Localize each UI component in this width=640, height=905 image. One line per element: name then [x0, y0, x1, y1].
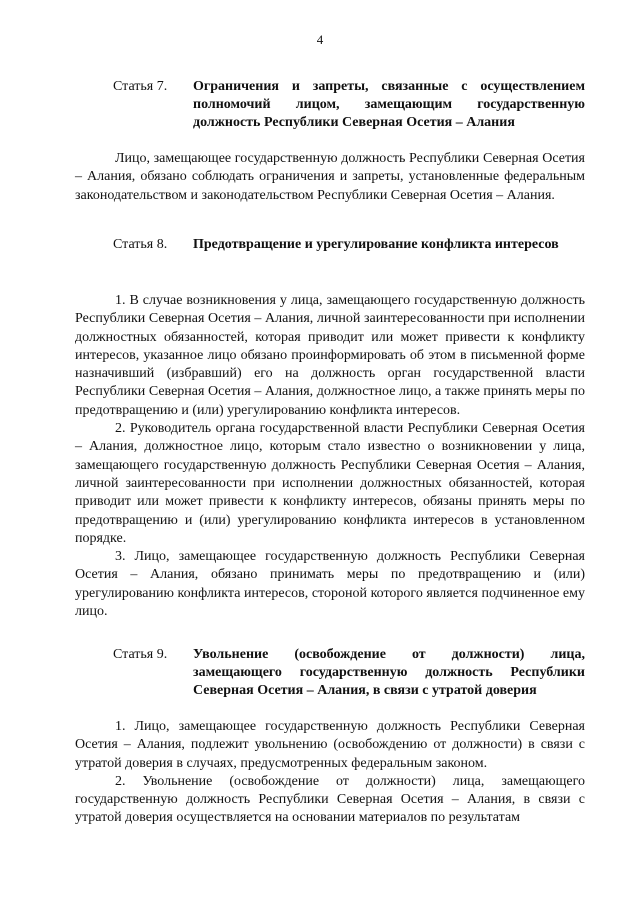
page-number: 4 — [316, 32, 324, 47]
article-8-paragraph-2: 2. Руководитель органа государственной власти Республики Северная Осетия – Алания, должностное лицо, которым стало известно о возникновении у лица, замещающего государственную должность Республики Северная Осетия – Алания, личной заинтересованности при исполнении должностных обязанностей, которая приводит или может привести к конфликту интересов, обязаны принять меры по предотвращению и (или) урегулированию конфликта интересов в установленном порядке. — [75, 421, 585, 546]
article-7-paragraph-1: Лицо, замещающее государственную должность Республики Северная Осетия – Алания, обязано соблюдать ограничения и запреты, установленные федеральным законодательством и законодательством Республики Северная Осетия – Алания. — [75, 151, 585, 203]
article-7-number: Статья 7. — [113, 79, 168, 94]
article-8-heading — [75, 236, 585, 254]
article-8-number: Статья 8. — [113, 237, 168, 252]
article-9-number: Статья 9. — [113, 647, 168, 662]
article-9-paragraph-1: 1. Лицо, замещающее государственную должность Республики Северная Осетия – Алания, подлежит увольнению (освобождению от должности) в связи с утратой доверия в случаях, предусмотренных федеральным законом. — [75, 719, 585, 771]
article-9-paragraph-2: 2. Увольнение (освобождение от должности) лица, замещающего государственную должность Республики Северная Осетия – Алания, в связи с утратой доверия осуществляется на основании материалов по результатам — [75, 773, 585, 826]
article-8-body — [75, 292, 585, 621]
article-8-paragraph-1: 1. В случае возникновения у лица, замещающего государственную должность Республики Северная Осетия – Алания, личной заинтересованности при исполнении должностных обязанностей, которая приводит или может привести к конфликту интересов, указанное лицо обязано проинформировать об этом в письменной форме назначивший (избравший) его на должность орган государственной власти Республики Северная Осетия – Алания, должностное лицо, а также принять меры по предотвращению и (или) урегулированию конфликта интересов. — [75, 293, 585, 418]
article-9-body — [75, 718, 585, 828]
article-8-title: Предотвращение и урегулирование конфликта интересов — [193, 237, 559, 252]
article-7-title: Ограничения и запреты, связанные с осуществлением полномочий лицом, замещающим государственную должность Республики Северная Осетия – Алания — [193, 79, 585, 130]
article-7-body — [75, 150, 585, 205]
article-7-heading — [75, 78, 585, 132]
article-8-paragraph-3: 3. Лицо, замещающее государственную должность Республики Северная Осетия – Алания, обязано принимать меры по предотвращению и (или) урегулированию конфликта интересов, стороной которого является подчиненное ему лицо. — [75, 549, 585, 620]
article-9-title: Увольнение (освобождение от должности) лица, замещающего государственную должность Республики Северная Осетия – Алания, в связи с утратой доверия — [193, 647, 585, 698]
article-9-heading — [75, 646, 585, 700]
